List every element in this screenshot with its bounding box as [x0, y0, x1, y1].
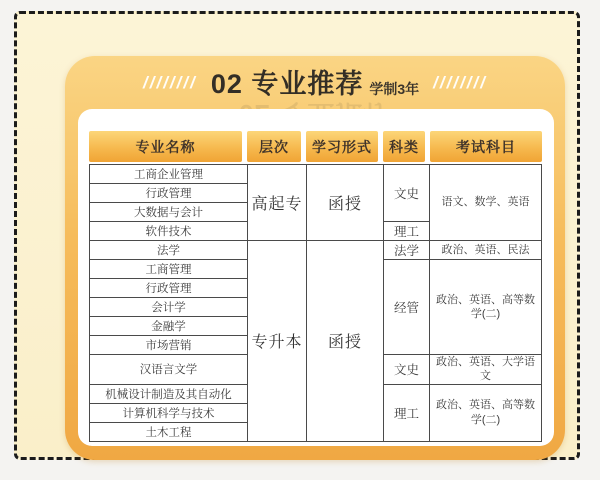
cell-category: 法学: [384, 241, 430, 260]
decor-slashes-right: ////////: [433, 73, 487, 92]
cell-major: 软件技术: [90, 222, 248, 241]
cell-major: 法学: [90, 241, 248, 260]
column-header-form: 学习形式: [306, 131, 378, 162]
cell-category: 理工: [384, 222, 430, 241]
cell-category: 文史: [384, 355, 430, 385]
cell-major: 金融学: [90, 317, 248, 336]
table-wrap: [89, 131, 542, 442]
cell-major: 工商管理: [90, 260, 248, 279]
table-panel: [78, 109, 554, 446]
cell-major: 行政管理: [90, 279, 248, 298]
cell-form: 函授: [307, 241, 384, 442]
cell-major: 大数据与会计: [90, 203, 248, 222]
cell-subjects: 政治、英语、大学语文: [430, 355, 542, 385]
column-header-level: 层次: [247, 131, 301, 162]
cell-major: 市场营销: [90, 336, 248, 355]
cell-major: 工商企业管理: [90, 165, 248, 184]
cell-major: 会计学: [90, 298, 248, 317]
cell-level: 高起专: [248, 165, 307, 241]
dashed-outer-frame: [14, 11, 580, 460]
table-row: [90, 241, 542, 260]
cell-subjects: 政治、英语、民法: [430, 241, 542, 260]
cell-major: 计算机科学与技术: [90, 403, 248, 422]
cell-subjects: 语文、数学、英语: [430, 165, 542, 241]
page-title: 02 专业推荐: [210, 68, 364, 99]
cell-subjects: 政治、英语、高等数学(二): [430, 260, 542, 355]
cell-major: 机械设计制造及其自动化: [90, 384, 248, 403]
table-header-row: [89, 131, 542, 162]
decor-slashes-left: ////////: [143, 73, 197, 92]
cell-category: 文史: [384, 165, 430, 222]
cell-category: 理工: [384, 384, 430, 441]
cell-major: 汉语言文学: [90, 355, 248, 385]
page-subtitle: 学制3年: [369, 80, 420, 97]
promo-card: [65, 56, 565, 460]
card-header: [65, 56, 565, 112]
title-group: [210, 68, 420, 99]
cell-major: 土木工程: [90, 422, 248, 441]
cell-major: 行政管理: [90, 184, 248, 203]
table-row: [90, 165, 542, 184]
majors-table: [89, 164, 542, 442]
column-header-category: 科类: [383, 131, 425, 162]
cell-form: 函授: [307, 165, 384, 241]
cell-subjects: 政治、英语、高等数学(二): [430, 384, 542, 441]
cell-category: 经管: [384, 260, 430, 355]
cell-level: 专升本: [248, 241, 307, 442]
column-header-subjects: 考试科目: [430, 131, 542, 162]
column-header-major: 专业名称: [89, 131, 242, 162]
